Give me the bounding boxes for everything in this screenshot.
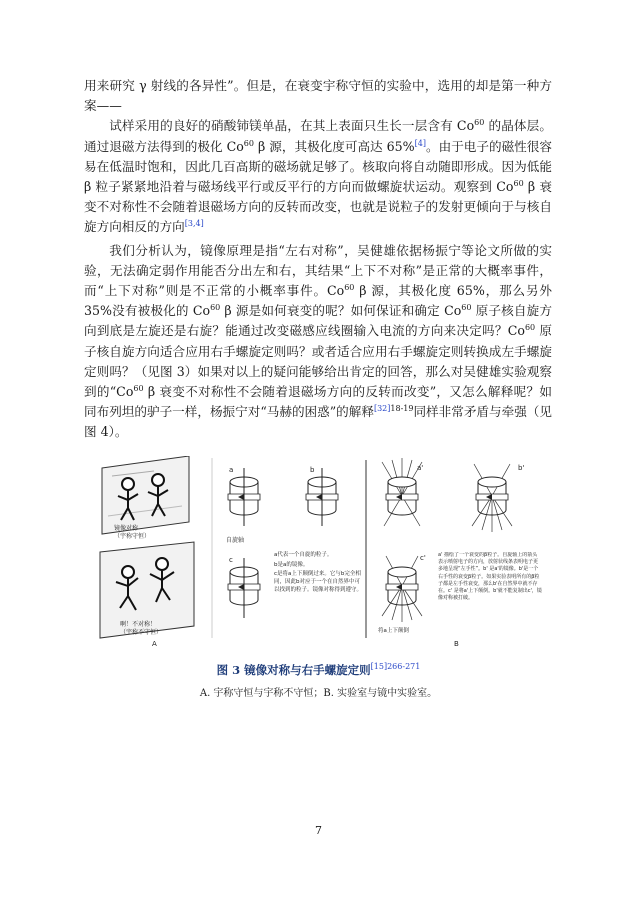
figure-3-illustration	[94, 456, 546, 649]
superscript: 60	[210, 303, 221, 313]
spin-axis-caption: 自旋轴	[226, 537, 245, 544]
label-b: b	[310, 466, 315, 474]
superscript: 60	[344, 283, 355, 293]
label-c: c	[229, 556, 233, 564]
p3-part: 同样非常矛盾与牵强（见图 4）。	[84, 404, 552, 440]
panel-a	[100, 456, 194, 648]
paragraph-1-text: 用来研究 γ 射线的各异性”。但是，在衰变宇称守恒的实验中，选用的却是第一种方案——	[84, 78, 552, 114]
p3-part: 原子核自旋方向适合应用右手螺旋定则吗？或者适合应用右手螺旋定则转换成左手螺旋定则吗？（见图 3）如果对以上的疑问能够给出肯定的回答，那么对吴健雄实验观察到的“Co	[84, 323, 553, 400]
figure-caption-subtitle: A. 宇称守恒与宇称不守恒；B. 实验室与镜中实验室。	[199, 688, 438, 699]
p2-part: 试样采用的良好的硝酸铈镁单晶，在其上表面只生长一层含有 Co	[109, 118, 475, 134]
figure-caption-title	[0, 662, 637, 678]
mirror-top-label-2: （宇称守恒）	[114, 533, 151, 540]
paragraph-3	[84, 241, 552, 443]
p3-part: β 衰变不对称性不会随着退磁场方向的反转而改变”，又怎么解释呢？如同布列坦的驴子一样，杨振宁对“马赫的困惑”的解释	[84, 384, 552, 420]
figure-title-text: 图 3 镜像对称与右手螺旋定则	[216, 663, 371, 677]
caption-prime-text: a' 描绘了一个衰变的β粒子。自旋轴上的箭头表示喷射电子的方向，放射状线条表明电子更多地呈现“左手性”。b' 是a'的镜像。b'是一个右手性的衰变β粒子。如果实验表明所有的β粒子都是左手性衰变，那么b'在自然界中就不存在。c' 是将a'上下颠倒。b'就不能复制出c'，镜像对称被打破。	[438, 552, 542, 602]
figure-title-citation[interactable]: [15]266-271	[370, 662, 421, 671]
label-b-prime: b'	[518, 464, 525, 472]
panel-a-label: A	[152, 640, 157, 648]
superscript: 60	[524, 323, 536, 333]
body-text	[84, 76, 552, 443]
caption-c-text: c是将a上下颠倒过来。它与b完全相同，因此b对应于一个在自然界中可以找到的粒子。镜像对称得到遵守。	[274, 571, 362, 593]
superscript: 60	[243, 138, 254, 148]
superscript: 60	[461, 303, 472, 313]
p3-part: 我们分析认为，镜像原理是指“左右对称”，吴健雄依据杨振宁等论文所做的实验，无法确定弱作用能否分出左和右，其结果“上下不对称”是正常的大概率事件，而“上下对称”则是不正常的小概率事件。Co	[84, 242, 552, 299]
caption-c-box	[274, 570, 362, 630]
mirror-bottom-label: 啊！不对称！	[120, 621, 157, 628]
p2-part: 。由于电子的磁性很容易在低温时饱和，因此几百高斯的磁场就足够了。核取向将自动随即形成。因为低能 β 粒子紧紧地沿着与磁场线平行或反平行的方向而做螺旋状运动。观察到 Co	[84, 138, 552, 195]
citation-link[interactable]: [3,4]	[184, 219, 204, 229]
panel-b-label: B	[454, 640, 459, 648]
label-a: a	[229, 466, 234, 474]
label-c-prime: c'	[420, 554, 426, 562]
p3-part: 原子核自旋方向到底是左旋还是右旋？能通过改变磁感应线圈输入电流的方向来决定吗？Co	[84, 303, 552, 339]
caption-c-prime-upside: 将a上下颠倒	[378, 628, 409, 634]
decay-cylinder-a-prime	[386, 477, 418, 515]
label-a-prime: a'	[417, 464, 424, 472]
superscript: 60	[133, 384, 144, 394]
mirror-top-label: 镜像对称	[114, 525, 139, 532]
paragraph-1	[84, 76, 552, 116]
p2-text: 的晶体层。通过退磁方法得到的极化 Co	[84, 118, 552, 154]
p3-part: β 源是如何衰变的呢？如何保证和确定 Co	[220, 303, 462, 319]
caption-prime-box	[438, 552, 542, 632]
superscript: 60	[513, 179, 524, 189]
citation-link[interactable]: [4]	[414, 138, 426, 148]
panel-b	[212, 458, 542, 648]
p2-part: β 衰变不对称性不会随着退磁场方向的反转而改变，也就是说粒子的发射更倾向于与核自旋方向相反的方向	[84, 179, 552, 235]
mirror-bottom-label-2: （宇称不守恒）	[120, 629, 163, 636]
caption-a-text: a代表一个自旋的粒子。	[274, 552, 333, 558]
p2-part: β 源，其极化度可高达 65%	[253, 138, 415, 154]
p3-part: β 源，其极化度 65%，那么另外 35%没有被极化的 Co	[84, 283, 552, 319]
figure-3	[94, 456, 546, 649]
paragraph-2	[84, 116, 552, 237]
citation-pages: 18-19	[390, 404, 414, 414]
citation-link[interactable]: [32]	[373, 404, 391, 414]
superscript: 60	[474, 118, 485, 128]
caption-b-text: b是a的镜像。	[274, 562, 309, 568]
page-number: 7	[315, 824, 322, 837]
